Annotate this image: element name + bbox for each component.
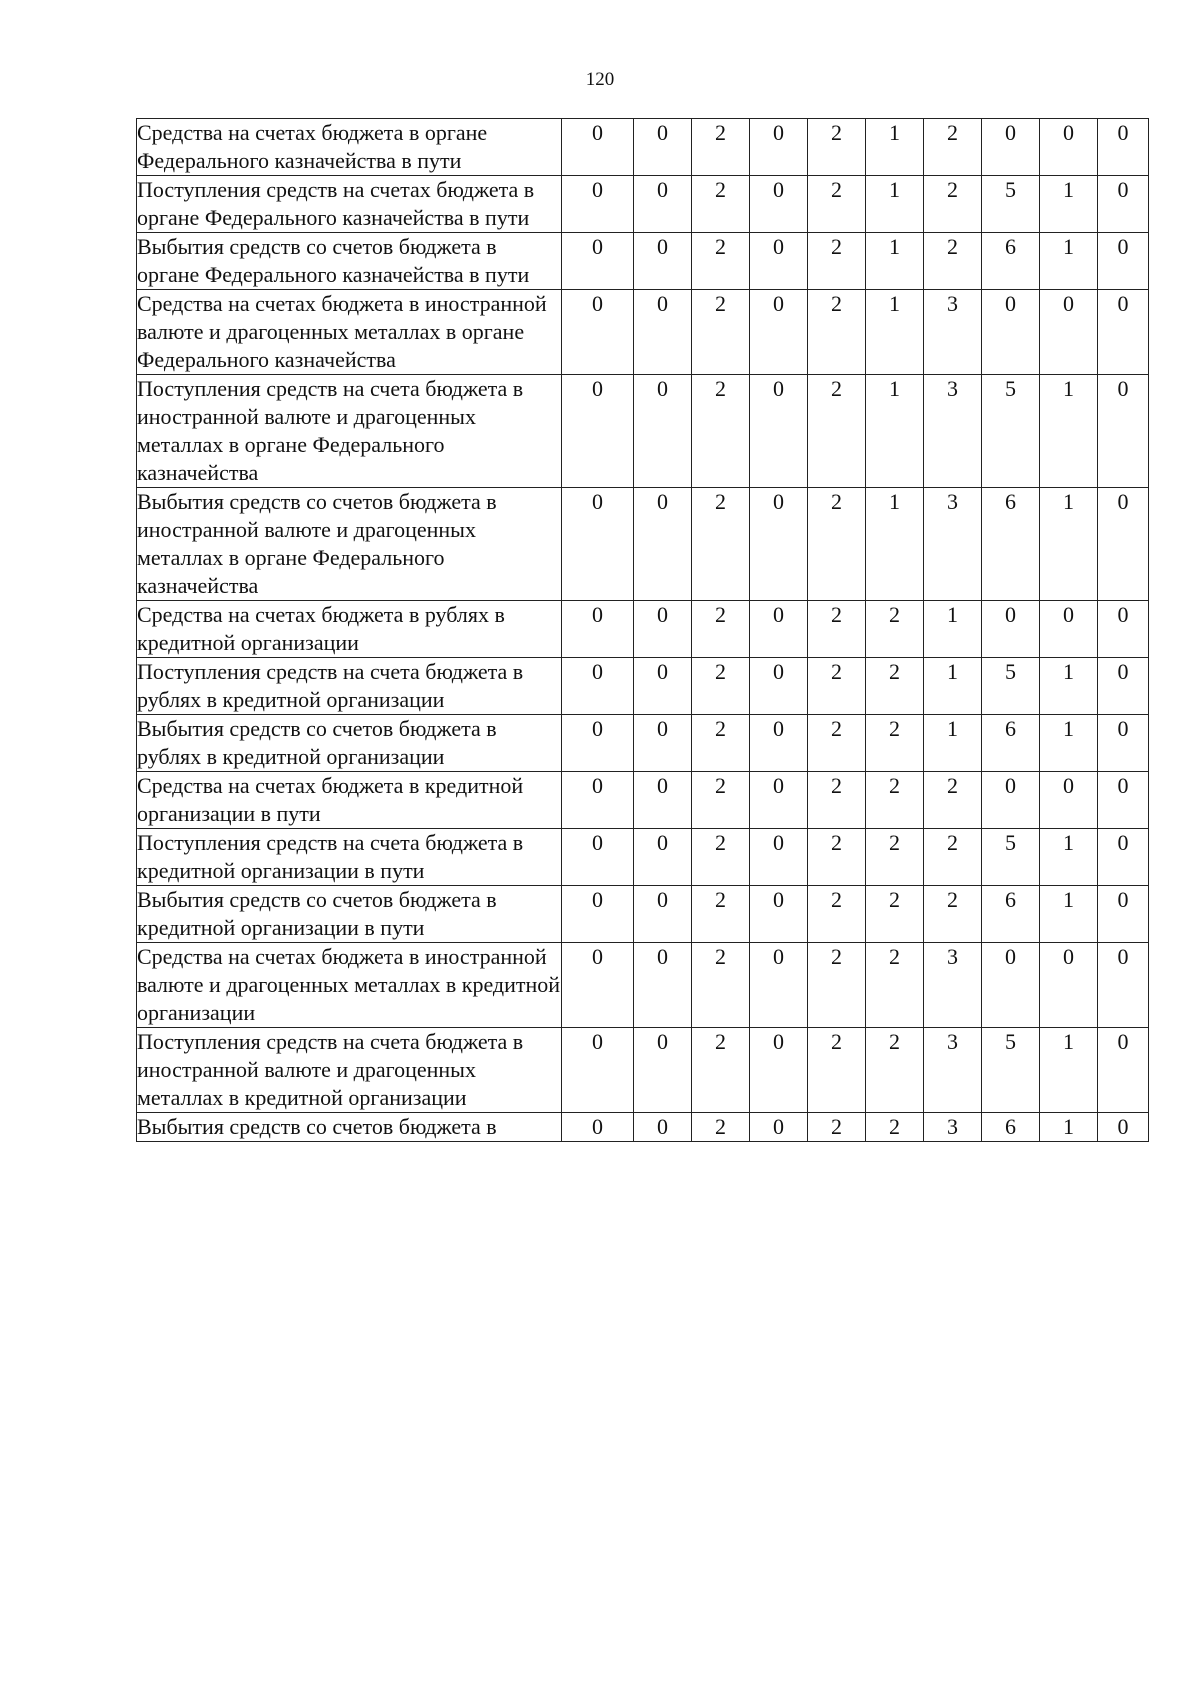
code-digit: 0 bbox=[750, 233, 808, 290]
code-digit: 0 bbox=[1040, 601, 1098, 658]
code-digit: 2 bbox=[866, 772, 924, 829]
code-digit: 0 bbox=[1098, 943, 1149, 1028]
code-digit: 6 bbox=[982, 233, 1040, 290]
row-label: Средства на счетах бюджета в рублях в кредитной организации bbox=[137, 601, 562, 658]
code-digit: 0 bbox=[1098, 375, 1149, 488]
table-row bbox=[137, 290, 1149, 375]
code-digit: 2 bbox=[924, 176, 982, 233]
table-body bbox=[137, 119, 1149, 1142]
code-digit: 2 bbox=[692, 1028, 750, 1113]
code-digit: 0 bbox=[562, 601, 634, 658]
code-digit: 2 bbox=[808, 715, 866, 772]
row-label: Выбытия средств со счетов бюджета в кредитной организации в пути bbox=[137, 886, 562, 943]
code-digit: 0 bbox=[982, 290, 1040, 375]
code-digit: 0 bbox=[634, 233, 692, 290]
code-digit: 0 bbox=[562, 375, 634, 488]
code-digit: 2 bbox=[866, 886, 924, 943]
code-digit: 3 bbox=[924, 1028, 982, 1113]
code-digit: 0 bbox=[1098, 601, 1149, 658]
page-number: 120 bbox=[585, 69, 615, 90]
code-digit: 0 bbox=[562, 886, 634, 943]
code-digit: 0 bbox=[634, 886, 692, 943]
code-digit: 1 bbox=[1040, 176, 1098, 233]
code-digit: 1 bbox=[1040, 829, 1098, 886]
code-digit: 0 bbox=[1098, 1028, 1149, 1113]
code-digit: 0 bbox=[750, 1113, 808, 1142]
code-digit: 1 bbox=[866, 119, 924, 176]
code-digit: 0 bbox=[634, 176, 692, 233]
row-label: Поступления средств на счета бюджета в иностранной валюте и драгоценных металлах в кредитной организации bbox=[137, 1028, 562, 1113]
code-digit: 1 bbox=[1040, 233, 1098, 290]
code-digit: 1 bbox=[1040, 715, 1098, 772]
code-digit: 1 bbox=[924, 715, 982, 772]
code-digit: 2 bbox=[808, 829, 866, 886]
code-digit: 2 bbox=[866, 658, 924, 715]
code-digit: 2 bbox=[692, 176, 750, 233]
code-digit: 0 bbox=[562, 1028, 634, 1113]
code-digit: 3 bbox=[924, 943, 982, 1028]
code-digit: 6 bbox=[982, 488, 1040, 601]
code-digit: 0 bbox=[634, 715, 692, 772]
code-digit: 2 bbox=[808, 1113, 866, 1142]
code-digit: 0 bbox=[1098, 886, 1149, 943]
table-row bbox=[137, 375, 1149, 488]
row-label: Поступления средств на счетах бюджета в органе Федерального казначейства в пути bbox=[137, 176, 562, 233]
code-digit: 2 bbox=[808, 119, 866, 176]
code-digit: 5 bbox=[982, 375, 1040, 488]
table-row bbox=[137, 233, 1149, 290]
code-digit: 0 bbox=[562, 829, 634, 886]
row-label: Средства на счетах бюджета в органе Федерального казначейства в пути bbox=[137, 119, 562, 176]
row-label: Поступления средств на счета бюджета в иностранной валюте и драгоценных металлах в органе Федерального казначейства bbox=[137, 375, 562, 488]
code-digit: 1 bbox=[866, 375, 924, 488]
code-digit: 0 bbox=[634, 488, 692, 601]
code-digit: 0 bbox=[562, 1113, 634, 1142]
code-digit: 3 bbox=[924, 375, 982, 488]
code-digit: 0 bbox=[634, 1113, 692, 1142]
code-digit: 0 bbox=[562, 488, 634, 601]
code-digit: 2 bbox=[924, 119, 982, 176]
code-digit: 2 bbox=[808, 601, 866, 658]
code-digit: 2 bbox=[808, 886, 866, 943]
code-digit: 0 bbox=[1098, 176, 1149, 233]
code-digit: 2 bbox=[692, 290, 750, 375]
code-digit: 0 bbox=[1040, 943, 1098, 1028]
code-digit: 0 bbox=[750, 829, 808, 886]
account-codes-table bbox=[136, 118, 1149, 1142]
code-digit: 0 bbox=[562, 943, 634, 1028]
code-digit: 0 bbox=[634, 375, 692, 488]
code-digit: 0 bbox=[750, 375, 808, 488]
code-digit: 0 bbox=[1098, 829, 1149, 886]
row-label: Поступления средств на счета бюджета в рублях в кредитной организации bbox=[137, 658, 562, 715]
code-digit: 5 bbox=[982, 176, 1040, 233]
code-digit: 1 bbox=[1040, 658, 1098, 715]
code-digit: 0 bbox=[1040, 290, 1098, 375]
code-digit: 1 bbox=[866, 290, 924, 375]
row-label: Средства на счетах бюджета в иностранной валюте и драгоценных металлах в кредитной организации bbox=[137, 943, 562, 1028]
row-label: Выбытия средств со счетов бюджета в bbox=[137, 1113, 562, 1142]
row-label: Выбытия средств со счетов бюджета в рублях в кредитной организации bbox=[137, 715, 562, 772]
code-digit: 1 bbox=[1040, 488, 1098, 601]
code-digit: 0 bbox=[1040, 119, 1098, 176]
table-row bbox=[137, 829, 1149, 886]
code-digit: 2 bbox=[866, 1113, 924, 1142]
code-digit: 2 bbox=[692, 1113, 750, 1142]
code-digit: 2 bbox=[924, 772, 982, 829]
code-digit: 0 bbox=[750, 601, 808, 658]
code-digit: 2 bbox=[808, 1028, 866, 1113]
code-digit: 0 bbox=[750, 290, 808, 375]
code-digit: 0 bbox=[982, 601, 1040, 658]
code-digit: 2 bbox=[692, 233, 750, 290]
code-digit: 0 bbox=[1098, 488, 1149, 601]
code-digit: 2 bbox=[692, 119, 750, 176]
code-digit: 2 bbox=[808, 375, 866, 488]
code-digit: 2 bbox=[692, 375, 750, 488]
row-label: Средства на счетах бюджета в кредитной организации в пути bbox=[137, 772, 562, 829]
code-digit: 0 bbox=[750, 943, 808, 1028]
code-digit: 3 bbox=[924, 488, 982, 601]
code-digit: 5 bbox=[982, 1028, 1040, 1113]
code-digit: 0 bbox=[750, 176, 808, 233]
code-digit: 5 bbox=[982, 829, 1040, 886]
code-digit: 2 bbox=[692, 488, 750, 601]
code-digit: 6 bbox=[982, 886, 1040, 943]
code-digit: 5 bbox=[982, 658, 1040, 715]
code-digit: 0 bbox=[982, 772, 1040, 829]
code-digit: 0 bbox=[634, 772, 692, 829]
code-digit: 0 bbox=[750, 772, 808, 829]
code-digit: 0 bbox=[982, 119, 1040, 176]
code-digit: 2 bbox=[808, 290, 866, 375]
code-digit: 0 bbox=[562, 772, 634, 829]
row-label: Выбытия средств со счетов бюджета в иностранной валюте и драгоценных металлах в органе Федерального казначейства bbox=[137, 488, 562, 601]
code-digit: 1 bbox=[924, 658, 982, 715]
code-digit: 1 bbox=[866, 233, 924, 290]
code-digit: 2 bbox=[808, 176, 866, 233]
code-digit: 0 bbox=[750, 715, 808, 772]
table-row bbox=[137, 176, 1149, 233]
table-row bbox=[137, 943, 1149, 1028]
code-digit: 1 bbox=[1040, 1113, 1098, 1142]
code-digit: 3 bbox=[924, 290, 982, 375]
code-digit: 0 bbox=[634, 1028, 692, 1113]
code-digit: 0 bbox=[634, 601, 692, 658]
code-digit: 0 bbox=[750, 119, 808, 176]
code-digit: 0 bbox=[562, 119, 634, 176]
code-digit: 1 bbox=[1040, 886, 1098, 943]
row-label: Выбытия средств со счетов бюджета в органе Федерального казначейства в пути bbox=[137, 233, 562, 290]
code-digit: 0 bbox=[1098, 658, 1149, 715]
code-digit: 0 bbox=[562, 233, 634, 290]
code-digit: 0 bbox=[562, 290, 634, 375]
code-digit: 2 bbox=[692, 886, 750, 943]
code-digit: 0 bbox=[634, 658, 692, 715]
table-row bbox=[137, 119, 1149, 176]
code-digit: 2 bbox=[692, 943, 750, 1028]
code-digit: 1 bbox=[1040, 375, 1098, 488]
table-row bbox=[137, 886, 1149, 943]
row-label: Поступления средств на счета бюджета в кредитной организации в пути bbox=[137, 829, 562, 886]
code-digit: 2 bbox=[808, 772, 866, 829]
code-digit: 1 bbox=[1040, 1028, 1098, 1113]
code-digit: 0 bbox=[1098, 119, 1149, 176]
code-digit: 0 bbox=[1098, 715, 1149, 772]
code-digit: 0 bbox=[634, 290, 692, 375]
code-digit: 2 bbox=[692, 772, 750, 829]
code-digit: 1 bbox=[866, 488, 924, 601]
code-digit: 2 bbox=[808, 943, 866, 1028]
code-digit: 2 bbox=[924, 233, 982, 290]
code-digit: 2 bbox=[866, 829, 924, 886]
code-digit: 2 bbox=[924, 829, 982, 886]
code-digit: 0 bbox=[1098, 290, 1149, 375]
table-row bbox=[137, 601, 1149, 658]
table-row bbox=[137, 1113, 1149, 1142]
code-digit: 2 bbox=[866, 1028, 924, 1113]
code-digit: 2 bbox=[808, 488, 866, 601]
code-digit: 0 bbox=[1098, 1113, 1149, 1142]
code-digit: 0 bbox=[982, 943, 1040, 1028]
code-digit: 0 bbox=[1040, 772, 1098, 829]
table-row bbox=[137, 488, 1149, 601]
code-digit: 0 bbox=[750, 488, 808, 601]
code-digit: 2 bbox=[866, 601, 924, 658]
code-digit: 6 bbox=[982, 715, 1040, 772]
code-digit: 2 bbox=[692, 601, 750, 658]
table-row bbox=[137, 1028, 1149, 1113]
code-digit: 3 bbox=[924, 1113, 982, 1142]
code-digit: 0 bbox=[750, 1028, 808, 1113]
code-digit: 2 bbox=[808, 658, 866, 715]
code-digit: 0 bbox=[634, 943, 692, 1028]
code-digit: 2 bbox=[692, 715, 750, 772]
code-digit: 6 bbox=[982, 1113, 1040, 1142]
code-digit: 2 bbox=[808, 233, 866, 290]
code-digit: 0 bbox=[634, 829, 692, 886]
code-digit: 2 bbox=[866, 715, 924, 772]
code-digit: 2 bbox=[924, 886, 982, 943]
code-digit: 2 bbox=[692, 658, 750, 715]
code-digit: 0 bbox=[750, 658, 808, 715]
code-digit: 0 bbox=[750, 886, 808, 943]
code-digit: 2 bbox=[866, 943, 924, 1028]
row-label: Средства на счетах бюджета в иностранной валюте и драгоценных металлах в органе Федерального казначейства bbox=[137, 290, 562, 375]
code-digit: 2 bbox=[692, 829, 750, 886]
code-digit: 1 bbox=[924, 601, 982, 658]
code-digit: 0 bbox=[562, 176, 634, 233]
table-row bbox=[137, 658, 1149, 715]
table-row bbox=[137, 715, 1149, 772]
code-digit: 1 bbox=[866, 176, 924, 233]
code-digit: 0 bbox=[1098, 772, 1149, 829]
code-digit: 0 bbox=[1098, 233, 1149, 290]
code-digit: 0 bbox=[562, 715, 634, 772]
table-row bbox=[137, 772, 1149, 829]
code-digit: 0 bbox=[634, 119, 692, 176]
code-digit: 0 bbox=[562, 658, 634, 715]
